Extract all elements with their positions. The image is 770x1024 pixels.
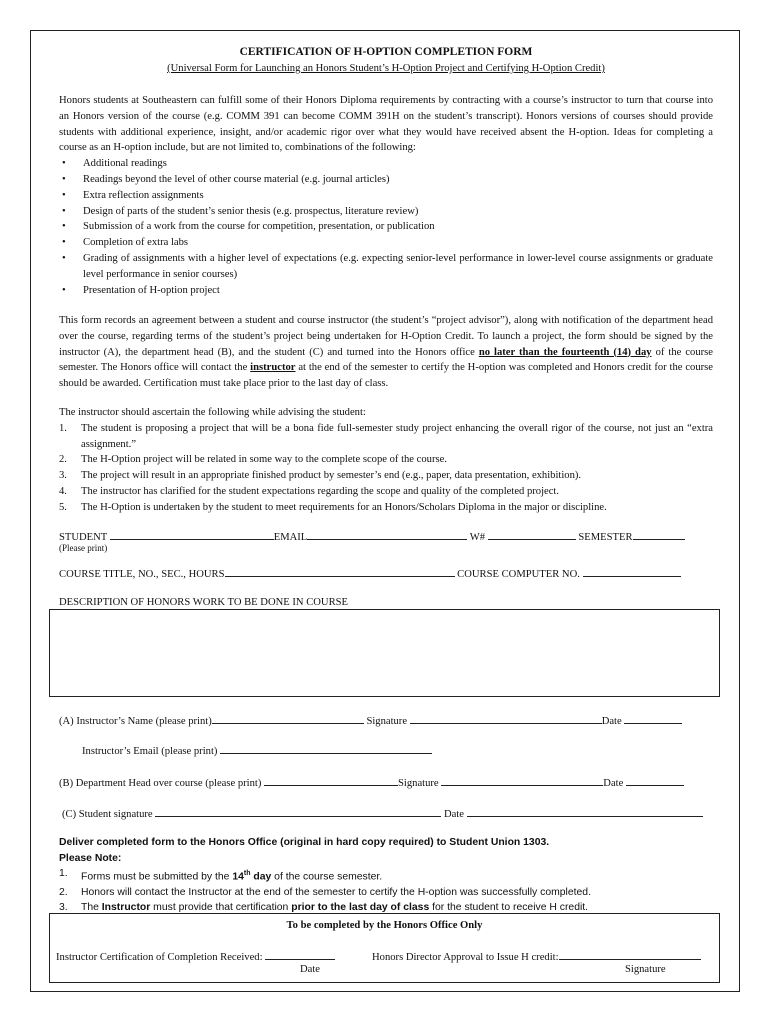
course-computer-label: COURSE COMPUTER NO. [457, 569, 580, 580]
semester-label: SEMESTER [578, 532, 633, 543]
bullet-icon: • [62, 189, 66, 201]
list-item: 2. The H-Option project will be related in some way to the complete scope of the course. [59, 454, 447, 466]
list-item: • Readings beyond the level of other course material (e.g. journal articles) [59, 172, 713, 188]
description-heading: DESCRIPTION OF HONORS WORK TO BE DONE IN COURSE [59, 596, 720, 610]
course-title-label: COURSE TITLE, NO., SEC., HOURS [59, 569, 225, 580]
cert-received-label: Instructor Certification of Completion Received: [56, 952, 263, 963]
instructor-emphasis: instructor [250, 362, 296, 374]
agreement-paragraph: This form records an agreement between a student and course instructor (the student’s “project advisor”), along with notification of the department head over the course, regarding terms of the student’s project being undertaken for H-Option Credit. To launch a project, the form should be signed by the instructor (A), the department head (B), and the student (C) and turned into the Honors office no later than the fourteenth (14) day of the course semester. The Honors office will contact the instructor at the end of the semester to certify the H-option was completed and Honors credit for the course should be awarded. Certification must take place prior to the last day of class. [59, 315, 713, 390]
w-number-label: W# [469, 532, 486, 543]
bullet-icon: • [62, 252, 66, 264]
description-textarea[interactable] [49, 609, 720, 697]
instructor-email-row [82, 742, 432, 760]
department-head-label: (B) Department Head over course (please print) [59, 778, 262, 789]
list-item: • Grading of assignments with a higher level of expectations (e.g. expecting senior-level performance in lower-level course assignments or graduate level performance in senior courses) [62, 252, 713, 280]
bullet-icon: • [62, 158, 66, 170]
ideas-list [59, 156, 713, 298]
email-label: EMAIL [273, 532, 308, 543]
instructor-signature-row [59, 712, 682, 730]
bullet-icon: • [62, 284, 66, 296]
signature-label: Signature [398, 778, 439, 789]
list-item: • Submission of a work from the course for competition, presentation, or publication [59, 219, 713, 235]
instructor-email-field[interactable] [220, 742, 432, 754]
director-signature-field[interactable] [559, 948, 701, 960]
w-number-field[interactable] [488, 528, 576, 540]
form-page [30, 30, 740, 992]
department-head-row [59, 774, 684, 792]
form-title: CERTIFICATION OF H-OPTION COMPLETION FORM [239, 46, 533, 58]
checklist-section [59, 405, 713, 516]
bullet-icon: • [62, 205, 66, 217]
course-title-field[interactable] [225, 565, 455, 577]
honors-office-box [49, 913, 720, 983]
office-row [56, 948, 335, 966]
list-item: 3. The Instructor must provide that certification prior to the last day of class for the student to receive H credit. [59, 902, 589, 914]
director-approval-label: Honors Director Approval to Issue H credit: [372, 952, 559, 963]
list-item: • Additional readings [59, 156, 713, 172]
list-item: 4. The instructor has clarified for the student expectations regarding the scope and quality of the completed project. [59, 485, 560, 497]
list-item: • Extra reflection assignments [59, 188, 713, 204]
list-item: 1. Forms must be submitted by the 14th day of the course semester. [59, 868, 383, 883]
cert-date-field[interactable] [265, 948, 335, 960]
instructor-email-label: Instructor’s Email (please print) [82, 746, 218, 757]
date-label: Date [443, 809, 464, 820]
bullet-icon: • [62, 173, 66, 185]
delivery-section [59, 835, 719, 916]
list-item: • Design of parts of the student’s senior thesis (e.g. prospectus, literature review) [59, 204, 713, 220]
bullet-icon: • [62, 237, 66, 249]
signature-caption: Signature [625, 964, 666, 975]
date-label: Date [601, 716, 622, 727]
bullet-icon: • [62, 221, 66, 233]
instructor-signature-field[interactable] [410, 712, 602, 724]
date-label: Date [603, 778, 624, 789]
checklist [59, 421, 713, 516]
department-head-date-field[interactable] [626, 774, 684, 786]
email-field[interactable] [307, 528, 467, 540]
form-subtitle: (Universal Form for Launching an Honors Student’s H-Option Project and Certifying H-Option Credit) [167, 63, 605, 74]
course-computer-field[interactable] [583, 565, 681, 577]
please-note-label: Please Note: [59, 852, 122, 864]
checklist-intro: The instructor should ascertain the following while advising the student: [59, 407, 366, 418]
signature-label: Signature [366, 716, 408, 727]
list-item: 3. The project will result in an appropriate finished product by semester’s end (e.g., paper, data presentation, exhibition). [59, 470, 582, 482]
intro-section [59, 93, 713, 298]
student-info-row [59, 528, 685, 546]
student-name-field[interactable] [110, 528, 274, 540]
list-item: 1. The student is proposing a project that will be a bona fide full-semester study project enhancing the overall rigor of the course, not just an “extra assignment.” [59, 422, 713, 450]
student-label: STUDENT [59, 532, 108, 543]
department-head-name-field[interactable] [264, 774, 398, 786]
student-signature-row [62, 805, 703, 823]
list-item: 5. The H-Option is undertaken by the student to meet requirements for an Honors/Scholars Diploma in the major or discipline. [59, 501, 607, 513]
semester-field[interactable] [633, 528, 685, 540]
list-item: 2. Honors will contact the Instructor at the end of the semester to certify the H-option was successfully completed. [59, 886, 591, 898]
instructor-name-label: (A) Instructor’s Name (please print) [59, 716, 212, 727]
department-head-signature-field[interactable] [441, 774, 603, 786]
student-signature-field[interactable] [155, 805, 441, 817]
instructor-date-field[interactable] [624, 712, 682, 724]
office-heading: To be completed by the Honors Office Only [286, 920, 483, 931]
student-date-field[interactable] [467, 805, 703, 817]
intro-paragraph: Honors students at Southeastern can fulfill some of their Honors Diploma requirements by contracting with a course’s instructor to turn that course into an Honors version of the course (e.g. COMM 391 can become COMM 391H on the student’s transcript). Honors versions of courses should provide students with additional experience, insight, and/or academic rigor over what they would have received absent the H-option. Ideas for completing a course as an H-option include, but are not limited to, combinations of the following: [59, 95, 713, 154]
instructor-name-field[interactable] [212, 712, 364, 724]
deadline-text: no later than the fourteenth (14) day [478, 346, 652, 358]
student-signature-label: (C) Student signature [62, 809, 153, 820]
date-caption: Date [300, 964, 320, 975]
delivery-heading: Deliver completed form to the Honors Office (original in hard copy required) to Student Union 1303. [59, 837, 550, 848]
course-info-row [59, 565, 681, 583]
please-print-note: (Please print) [59, 543, 108, 553]
list-item: • Completion of extra labs [59, 235, 713, 251]
list-item: • Presentation of H-option project [59, 283, 713, 299]
